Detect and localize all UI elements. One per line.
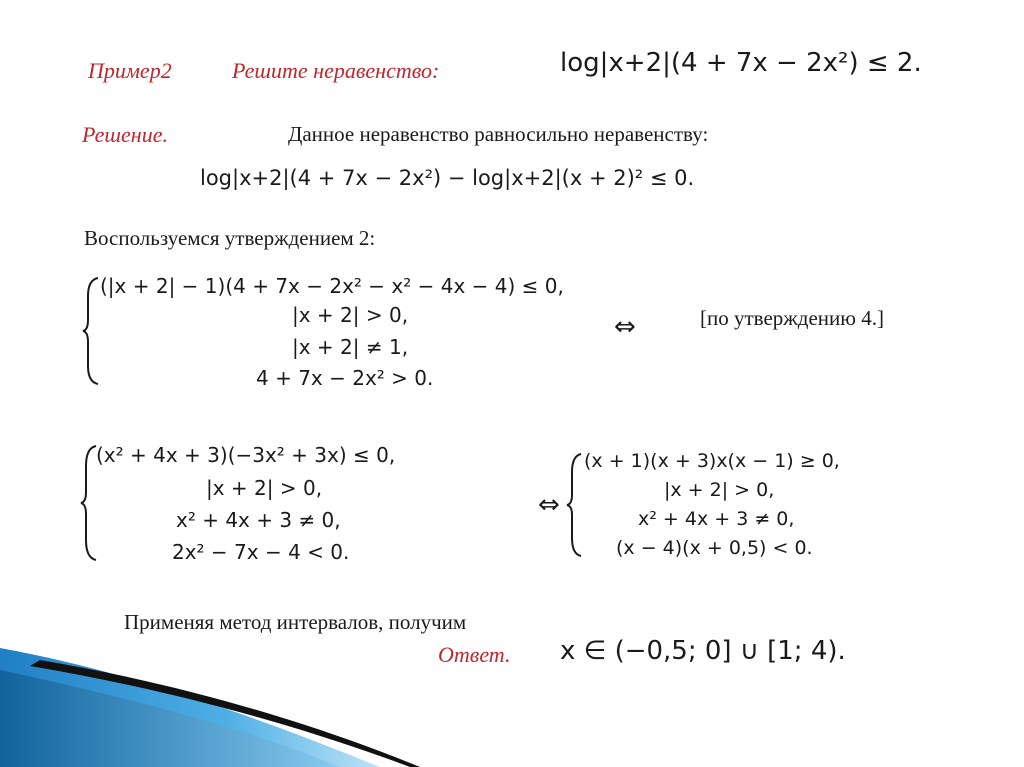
system1-brace	[82, 276, 102, 386]
solution-intro: Данное неравенство равносильно неравенству:	[288, 122, 709, 146]
system2-line-3: x² + 4x + 3 ≠ 0,	[176, 508, 341, 532]
solution-label: Решение.	[82, 122, 168, 147]
answer-label: Ответ.	[438, 642, 511, 667]
system1-line-1: (|x + 2| − 1)(4 + 7x − 2x² − x² − 4x − 4) ≤ 0,	[100, 274, 564, 298]
example-label: Пример2	[88, 58, 172, 83]
system3-line-2: |x + 2| > 0,	[664, 479, 775, 501]
system3-line-4: (x − 4)(x + 0,5) < 0.	[616, 537, 813, 559]
system3-line-3: x² + 4x + 3 ≠ 0,	[638, 508, 795, 530]
main-inequality: log|x+2|(4 + 7x − 2x²) ≤ 2.	[560, 48, 922, 78]
system3-brace	[566, 452, 584, 558]
system2-line-4: 2x² − 7x − 4 < 0.	[172, 540, 350, 564]
equiv-arrow-2: ⇔	[538, 490, 560, 520]
task-text: Решите неравенство:	[232, 58, 440, 83]
equivalent-inequality: log|x+2|(4 + 7x − 2x²) − log|x+2|(x + 2)² ≤ 0.	[200, 166, 695, 190]
decorative-swoosh	[0, 600, 520, 767]
note-text: [по утверждению 4.]	[700, 306, 884, 330]
equiv-arrow-1: ⇔	[614, 312, 636, 342]
method-text: Применяя метод интервалов, получим	[124, 610, 467, 634]
system1-line-3: |x + 2| ≠ 1,	[292, 335, 409, 359]
system1-line-2: |x + 2| > 0,	[292, 303, 409, 327]
answer-value: x ∈ (−0,5; 0] ∪ [1; 4).	[560, 636, 846, 666]
system3-line-1: (x + 1)(x + 3)x(x − 1) ≥ 0,	[584, 450, 840, 472]
system1-line-4: 4 + 7x − 2x² > 0.	[256, 366, 434, 390]
system2-line-1: (x² + 4x + 3)(−3x² + 3x) ≤ 0,	[96, 443, 396, 467]
statement-text: Воспользуемся утверждением 2:	[84, 226, 376, 250]
system2-line-2: |x + 2| > 0,	[206, 476, 323, 500]
